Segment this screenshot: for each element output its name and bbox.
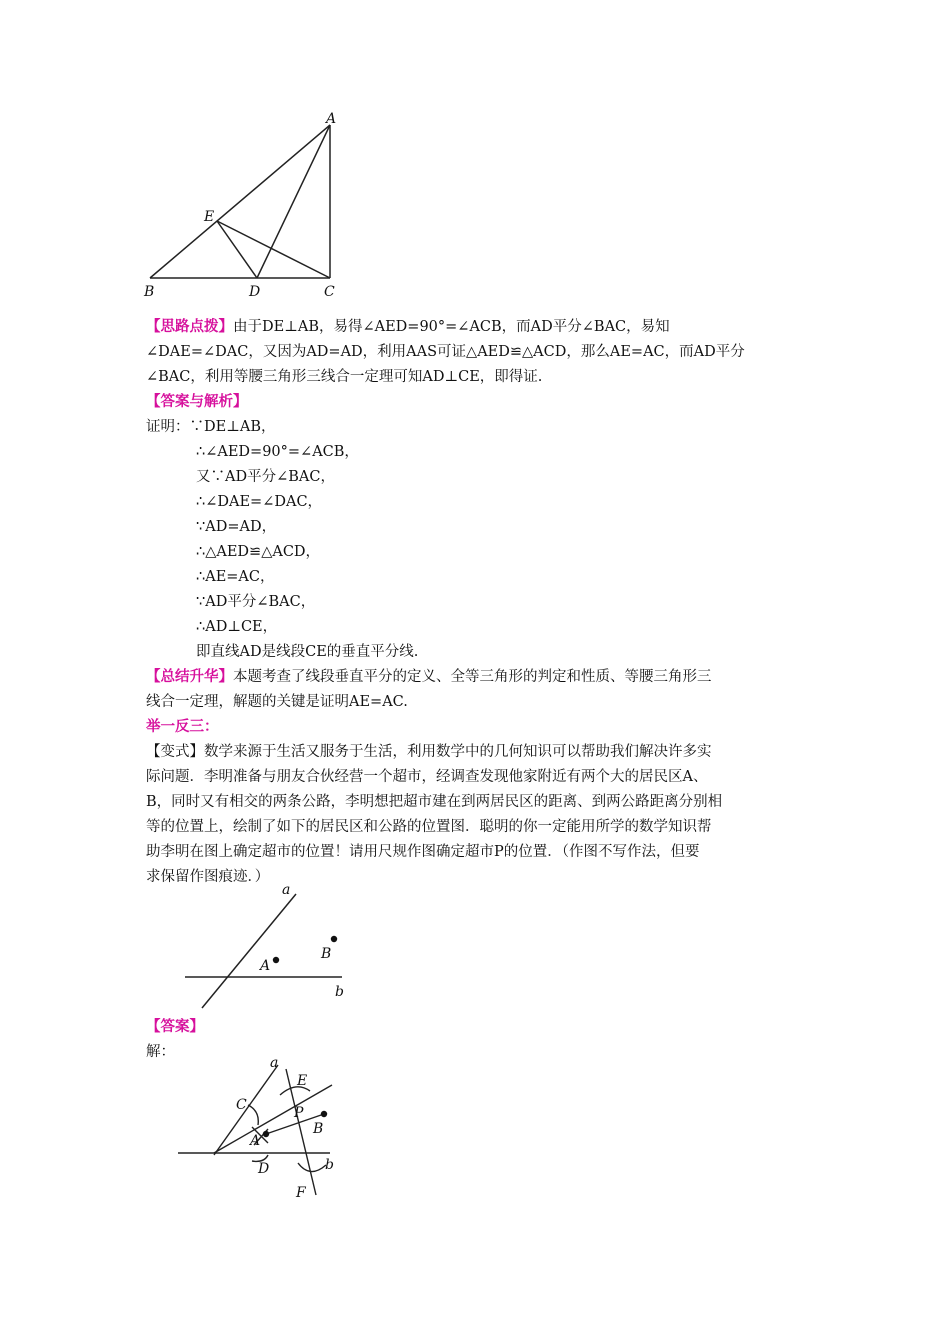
label-road-a: a [282,882,291,898]
road-a [202,894,296,1008]
label-a: A [326,111,337,127]
label-b: B [144,284,155,300]
label-d: D [249,284,261,300]
proof-step-4: ∵AD=AD， [196,519,277,535]
label-line-a: a [270,1055,279,1071]
proof-step-8: ∴AD⊥CE， [196,619,278,635]
practice-line-1 [146,740,712,765]
label-point-b: B [321,946,332,962]
label-road-b: b [335,984,344,1000]
segment-ec [217,221,330,278]
summary-text-1: 本题考查了线段垂直平分的定义、全等三角形的判定和性质、等腰三角形三 [233,669,712,685]
point-a [263,1131,269,1137]
roads-diagram [180,880,360,1010]
triangle-diagram [140,110,360,305]
label-e: E [204,209,215,225]
label-line-b: b [325,1157,334,1173]
hint-line-3: ∠BAC，利用等腰三角形三线合一定理可知AD⊥CE，即得证. [146,369,543,385]
practice-text-1: 数学来源于生活又服务于生活，利用数学中的几何知识可以帮助我们解决许多实 [204,744,712,760]
practice-line-2: 际问题．李明准备与朋友合伙经营一个超市，经调查发现他家附近有两个大的居民区A、 [146,769,708,785]
proof-step-7: ∵AD平分∠BAC， [196,594,316,610]
hint-line-1 [146,315,670,340]
construction-diagram [170,1055,350,1205]
segment-ed [217,221,257,278]
practice-line-6: 求保留作图痕迹．） [146,869,270,885]
segment-ad [257,125,330,278]
angle-bisector [214,1085,332,1153]
hint-line-2: ∠DAE=∠DAC，又因为AD=AD，利用AAS可证△AED≌△ACD，那么AE=AC，而AD平分 [146,344,745,360]
proof-step-1: ∴∠AED=90°=∠ACB， [196,444,359,460]
summary-line-1 [146,665,712,690]
summary-line-2: 线合一定理，解题的关键是证明AE=AC. [146,694,408,710]
point-a [273,957,279,963]
label-e: E [297,1073,308,1089]
figure-triangle [140,110,360,305]
practice-line-4: 等的位置上，绘制了如下的居民区和公路的位置图．聪明的你一定能用所学的数学知识帮 [146,819,712,835]
label-p: P [294,1105,304,1121]
label-b: B [313,1121,324,1137]
arc-f [298,1163,326,1172]
proof-step-5: ∴△AED≌△ACD， [196,544,321,560]
figure-construction [170,1055,350,1205]
hint-tag: 【思路点拨】 [146,319,233,335]
variant-tag: 【变式】 [146,744,204,760]
proof-step-3: ∴∠DAE=∠DAC， [196,494,323,510]
label-a: A [250,1133,261,1149]
hint-text-1: 由于DE⊥AB，易得∠AED=90°=∠ACB，而AD平分∠BAC，易知 [233,319,670,335]
figure-roads [180,880,360,1010]
proof-step-2: 又∵AD平分∠BAC， [196,469,335,485]
proof-step-6: ∴AE=AC， [196,569,275,585]
summary-tag: 【总结升华】 [146,669,233,685]
arc-c [248,1105,258,1125]
point-b [331,936,337,942]
solution-label: 解： [146,1044,175,1060]
label-point-a: A [260,958,271,974]
point-b [321,1111,327,1117]
label-d: D [258,1161,270,1177]
answer-tag: 【答案】 [146,1019,204,1035]
practice-line-3: B，同时又有相交的两条公路，李明想把超市建在到两居民区的距离、到两公路距离分别相 [146,794,723,810]
answer-analysis-tag: 【答案与解析】 [146,394,248,410]
label-f: F [296,1185,306,1201]
label-c: C [236,1097,247,1113]
practice-heading: 举一反三： [146,719,219,735]
proof-step-9: 即直线AD是线段CE的垂直平分线. [196,644,419,660]
practice-line-5: 助李明在图上确定超市的位置！请用尺规作图确定超市P的位置．（作图不写作法，但要 [146,844,700,860]
proof-intro: 证明：∵DE⊥AB， [146,419,276,435]
label-c: C [324,284,335,300]
